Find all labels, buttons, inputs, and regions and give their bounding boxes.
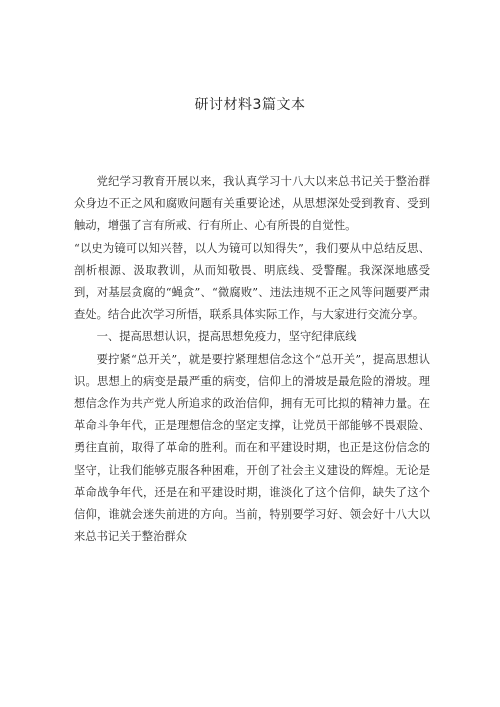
paragraph-intro: 党纪学习教育开展以来，我认真学习十八大以来总书记关于整治群众身边不正之风和腐败问题有关重要论述，从思想深处受到教育、受到触动，增强了言有所戒、行有所止、心有所畏的自觉性。 <box>74 175 430 233</box>
document-body <box>74 171 430 548</box>
section-heading-1: 一、提高思想认识，提高思想免疫力，坚守纪律底线 <box>96 330 357 344</box>
document-title: 研讨材料3篇文本 <box>194 97 306 113</box>
paragraph-quote: “以史为镜可以知兴替，以人为镜可以知得失”，我们要从中总结反思、剖析根源、汲取教训，从而知敬畏、明底线、受警醒。我深深地感受到，对基层贪腐的“蝇贪”、“微腐败”、违法违规不正之风等问题要严肃查处。结合此次学习所悟，联系具体实际工作，与大家进行交流分享。 <box>74 241 430 322</box>
paragraph-section-1: 要拧紧“总开关”，就是要拧紧理想信念这个“总开关”，提高思想认识。思想上的病变是最严重的病变，信仰上的滑坡是最危险的滑坡。理想信念作为共产党人所追求的政治信仰，拥有无可比拟的精神力量。在革命斗争年代，正是理想信念的坚定支撑，让党员干部能够不畏艰险、勇往直前，取得了革命的胜利。而在和平建设时期，也正是这份信念的坚守，让我们能够克服各种困难，开创了社会主义建设的辉煌。无论是革命战争年代，还是在和平建设时期，谁淡化了这个信仰，缺失了这个信仰，谁就会迷失前进的方向。当前，特别要学习好、领会好十八大以来总书记关于整治群众 <box>74 352 430 544</box>
